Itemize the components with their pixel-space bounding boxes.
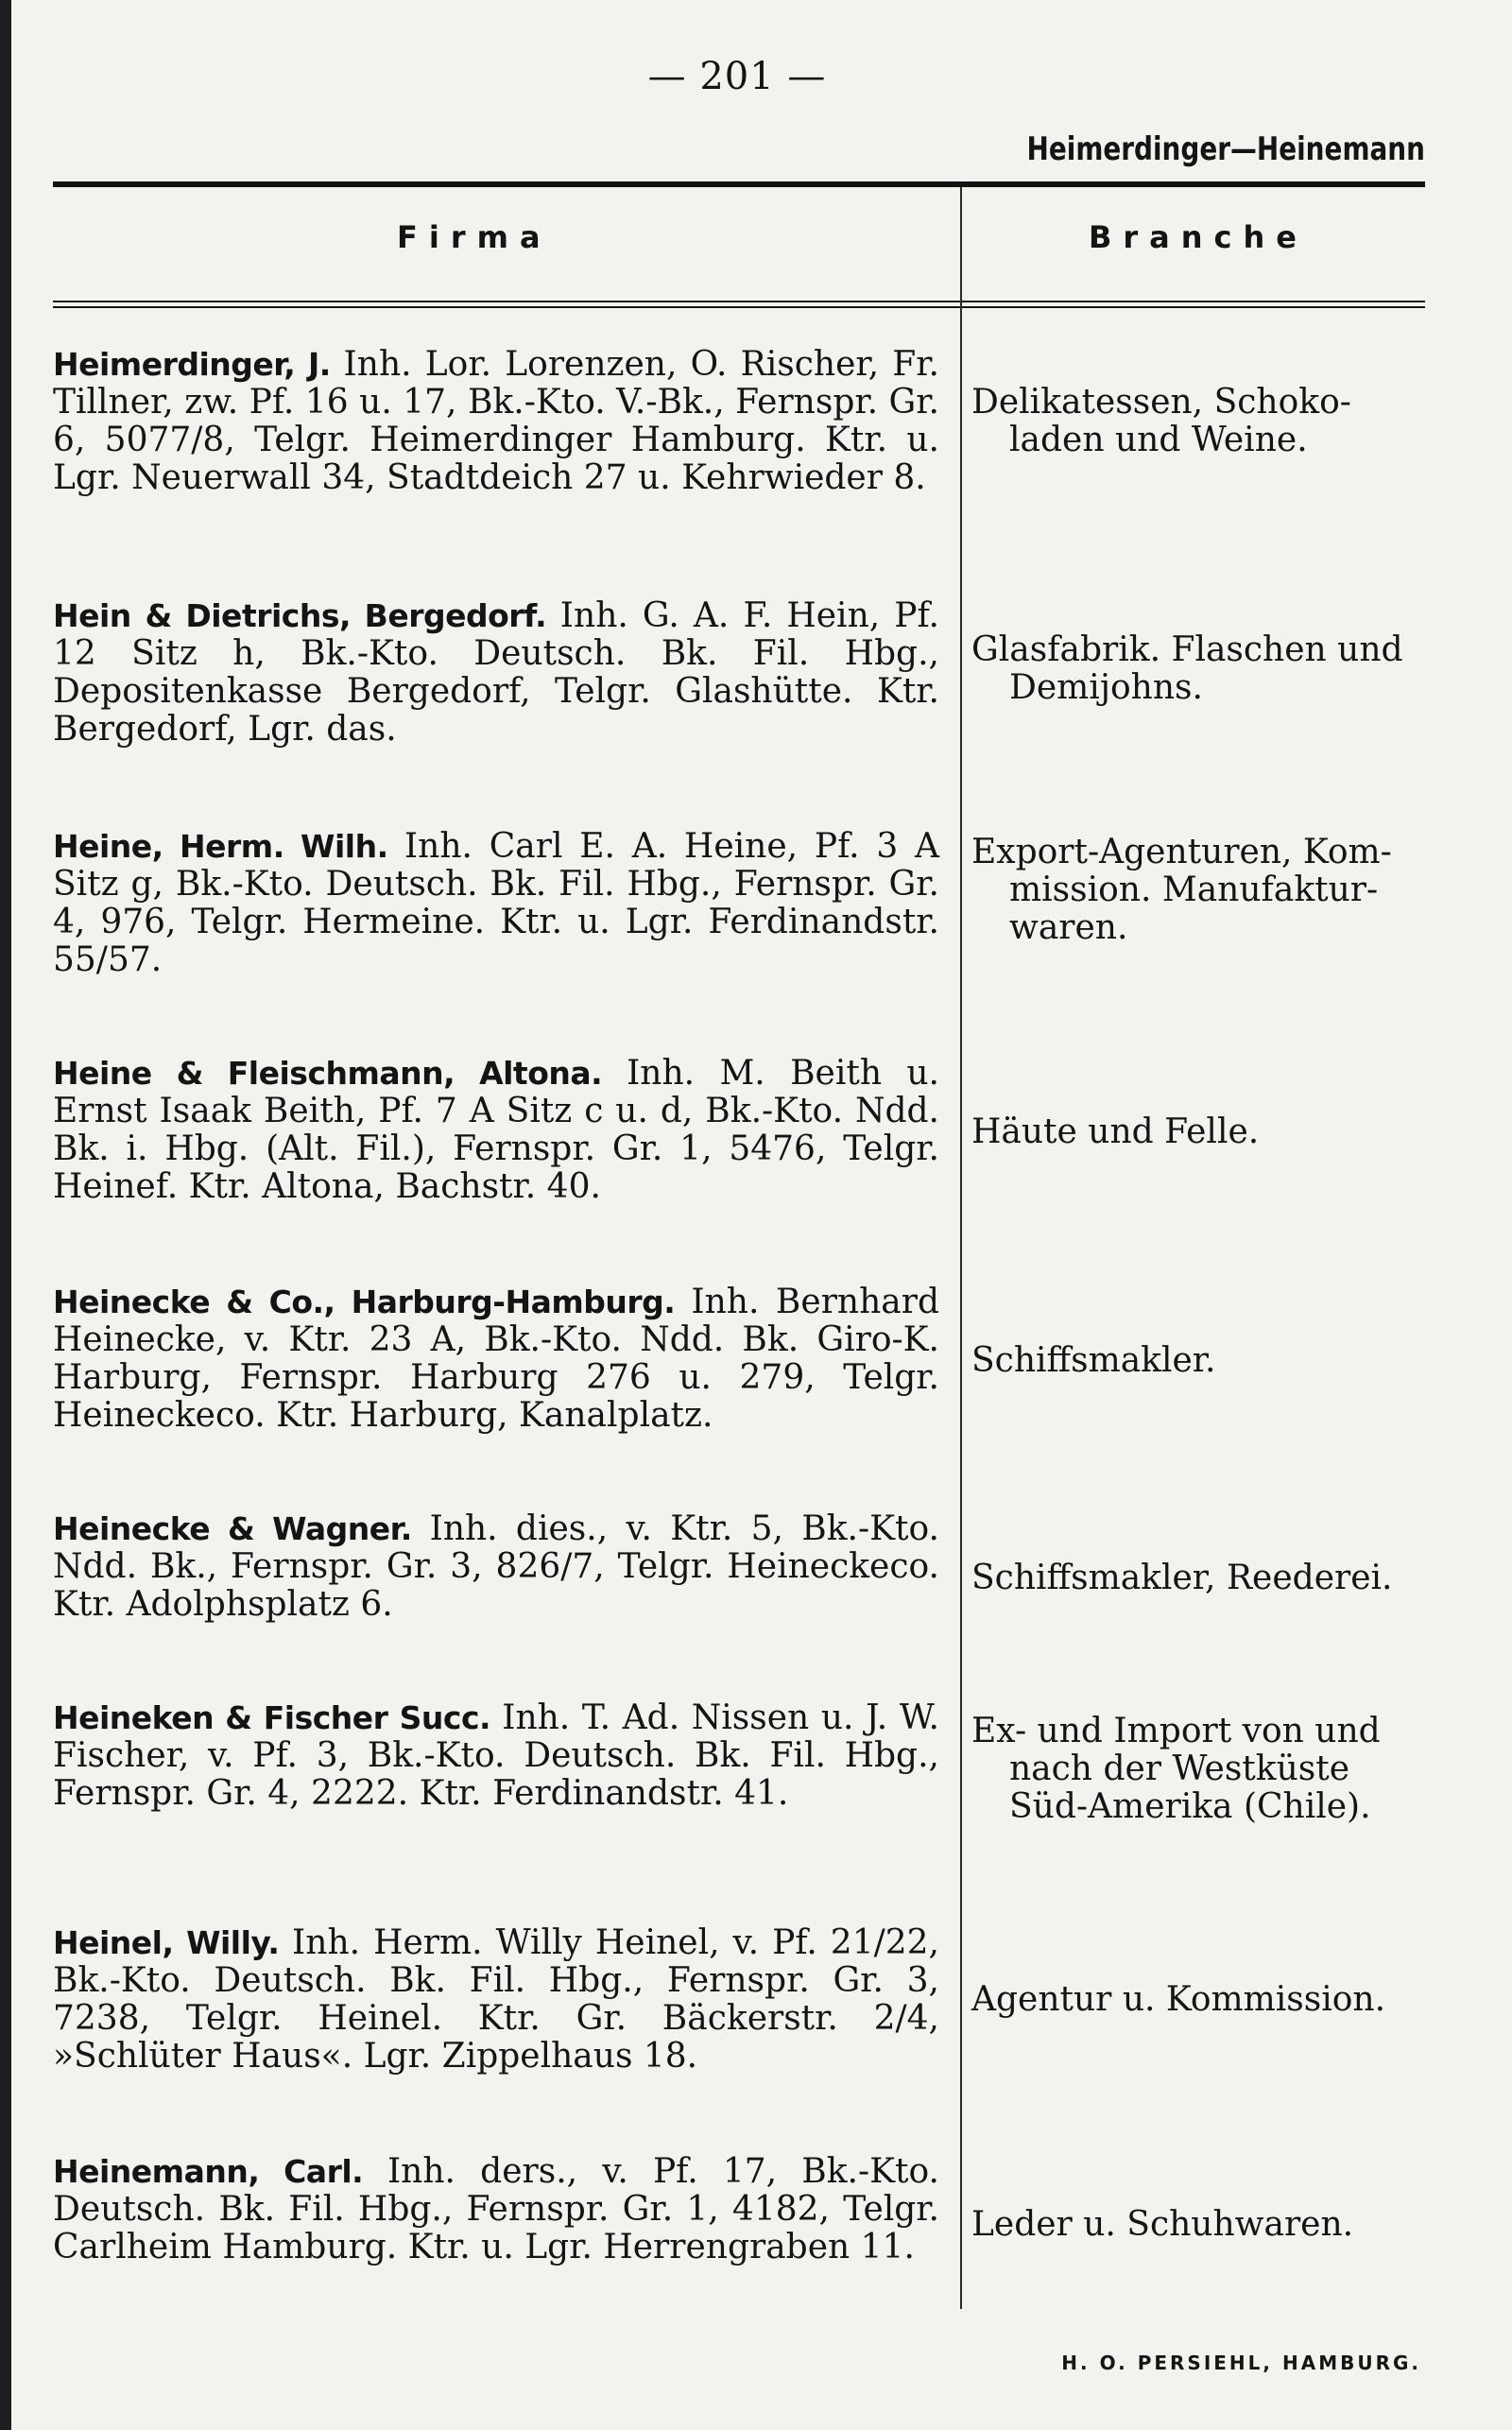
firm-name: Heineken & Fischer Succ. — [53, 1699, 503, 1736]
branche-cell — [971, 2206, 1425, 2244]
running-head: Heimerdinger—Heinemann — [1026, 130, 1425, 168]
branche-line: Schiffsmakler, Reederei. — [971, 1559, 1393, 1597]
firm-details — [53, 1055, 939, 1206]
firm-details — [53, 1924, 939, 2076]
branche-line: Schiffsmakler. — [971, 1341, 1216, 1380]
branche-line: nach der Westküste — [1009, 1749, 1349, 1788]
branche-cell — [971, 1560, 1425, 1597]
printer-imprint: H. O. PERSIEHL, HAMBURG. — [1061, 2352, 1421, 2374]
firm-text: Inh. Herm. Willy Heinel, v. Pf. 21/22, Bk.-Kto. Deutsch. Bk. Fil. Hbg., Fernspr. Gr. 3, 7238, Telgr. Heinel. Ktr. Gr. Bäckerstr. 2/4, »Schlüter Haus«. Lgr. Zippelhaus 18. — [53, 1923, 939, 2076]
branche-cell — [971, 834, 1425, 947]
firm-details — [53, 1510, 939, 1624]
branche-cell — [971, 1113, 1425, 1151]
firm-details — [53, 828, 939, 979]
branche-line: Delikatessen, Schoko- — [971, 383, 1351, 422]
branche-line: laden und Weine. — [1009, 421, 1308, 459]
firm-name: Heinecke & Co., Harburg-Hamburg. — [53, 1284, 692, 1320]
column-divider — [960, 187, 962, 2309]
firm-name: Heine & Fleischmann, Altona. — [53, 1055, 627, 1092]
firm-text: Inh. ders., v. Pf. 17, Bk.-Kto. Deutsch. Bk. Fil. Hbg., Fernspr. Gr. 1, 4182, Telgr. Carlheim Hamburg. Ktr. u. Lgr. Herrengraben 11. — [53, 2152, 939, 2266]
branche-line: Agentur u. Kommission. — [971, 1980, 1386, 2019]
firm-text: Inh. dies., v. Ktr. 5, Bk.-Kto. Ndd. Bk., Fernspr. Gr. 3, 826/7, Telgr. Heineckeco. Ktr. Adolphsplatz 6. — [53, 1509, 939, 1624]
firm-text: Inh. T. Ad. Nissen u. J. W. Fischer, v. Pf. 3, Bk.-Kto. Deutsch. Bk. Fil. Hbg., Fernspr. Gr. 4, 2222. Ktr. Ferdinandstr. 41. — [53, 1698, 939, 1813]
branche-line: Glasfabrik. Flaschen und — [971, 630, 1403, 669]
firm-text: Inh. G. A. F. Hein, Pf. 12 Sitz h, Bk.-Kto. Deutsch. Bk. Fil. Hbg., Depositenkasse Bergedorf, Telgr. Glashütte. Ktr. Bergedorf, Lgr. das. — [53, 596, 939, 749]
firm-text: Inh. Lor. Lorenzen, O. Rischer, Fr. Tillner, zw. Pf. 16 u. 17, Bk.-Kto. V.-Bk., Fernspr. Gr. 6, 5077/8, Telgr. Heimerdinger Hamburg. Ktr. u. Lgr. Neuerwall 34, Stadtdeich 27 u. Kehrwieder 8. — [53, 345, 939, 497]
branche-cell — [971, 1713, 1425, 1826]
firm-details — [53, 597, 939, 749]
column-header-firma: Firma — [397, 219, 552, 255]
firm-name: Heinemann, Carl. — [53, 2153, 387, 2190]
firm-details — [53, 2153, 939, 2266]
firm-name: Heinel, Willy. — [53, 1924, 293, 1961]
firm-text: Inh. Carl E. A. Heine, Pf. 3 A Sitz g, Bk.-Kto. Deutsch. Bk. Fil. Hbg., Fernspr. Gr. 4, 976, Telgr. Hermeine. Ktr. u. Lgr. Ferdinandstr. 55/57. — [53, 827, 939, 979]
branche-line: Häute und Felle. — [971, 1112, 1260, 1151]
firm-details — [53, 346, 939, 497]
firm-name: Hein & Dietrichs, Bergedorf. — [53, 597, 560, 634]
firm-details — [53, 1699, 939, 1813]
branche-cell — [971, 631, 1425, 707]
branche-line: Demijohns. — [1009, 668, 1203, 707]
firm-text: Inh. Bernhard Heinecke, v. Ktr. 23 A, Bk.-Kto. Ndd. Bk. Giro-K. Harburg, Fernspr. Harburg 276 u. 279, Telgr. Heineckeco. Ktr. Harburg, Kanalplatz. — [53, 1283, 939, 1435]
page-number: — 201 — — [647, 55, 827, 98]
branche-line: Ex- und Import von und — [971, 1712, 1381, 1750]
column-header-rule — [53, 301, 1425, 308]
branche-line: Export-Agenturen, Kom- — [971, 833, 1392, 871]
firm-text: Inh. M. Beith u. Ernst Isaak Beith, Pf. 7 A Sitz c u. d, Bk.-Kto. Ndd. Bk. i. Hbg. (Alt. Fil.), Fernspr. Gr. 1, 5476, Telgr. Heinef. Ktr. Altona, Bachstr. 40. — [53, 1054, 939, 1206]
book-spine-edge — [0, 0, 11, 2430]
branche-line: waren. — [1009, 908, 1128, 947]
branche-cell — [971, 1342, 1425, 1380]
column-header-branche: Branche — [1089, 219, 1308, 255]
branche-cell — [971, 384, 1425, 459]
firm-name: Heine, Herm. Wilh. — [53, 828, 404, 865]
branche-line: mission. Manufaktur- — [1009, 870, 1379, 909]
header-rule — [53, 181, 1425, 187]
firm-name: Heimerdinger, J. — [53, 346, 344, 383]
firm-details — [53, 1284, 939, 1435]
branche-line: Süd-Amerika (Chile). — [1009, 1787, 1371, 1826]
branche-cell — [971, 1981, 1425, 2019]
firm-name: Heinecke & Wagner. — [53, 1510, 430, 1547]
branche-line: Leder u. Schuhwaren. — [971, 2205, 1354, 2244]
